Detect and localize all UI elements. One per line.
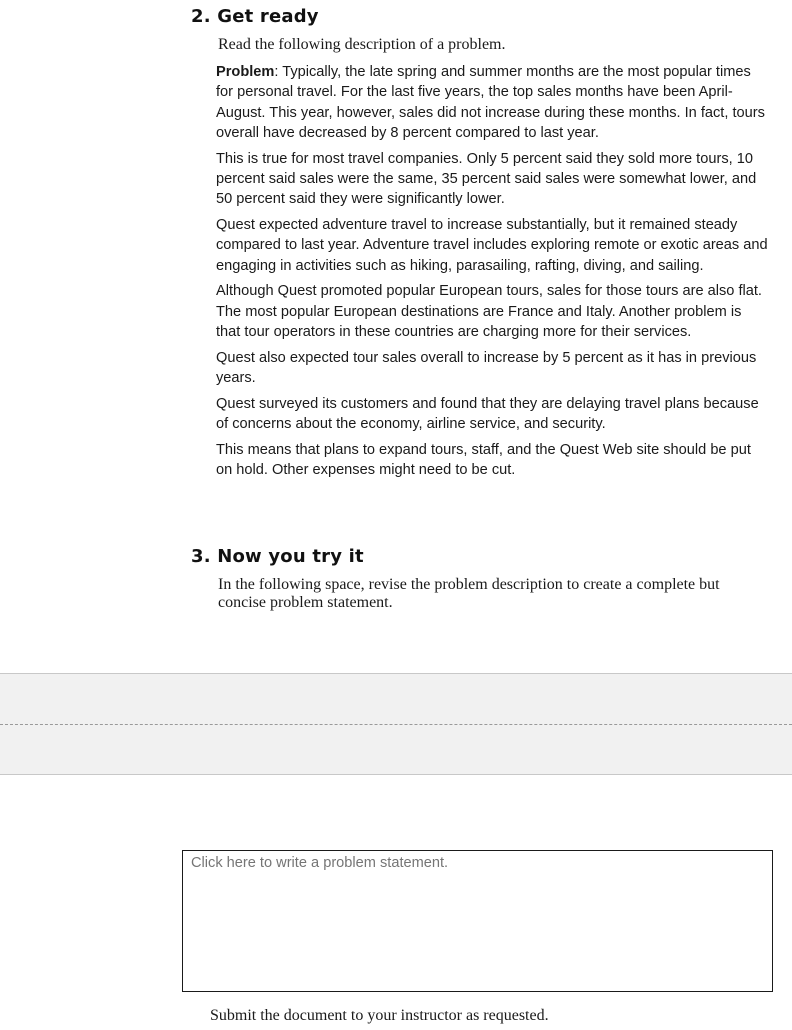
problem-paragraph-1-text: : Typically, the late spring and summer months are the most popular times for personal travel. For the last five years, the top sales months have been April-August. This year, however, sales did not increase during these months. In fact, tours overall have decreased by 8 percent compared to last year. bbox=[216, 64, 765, 141]
submit-note: Submit the document to your instructor as requested. bbox=[210, 1007, 549, 1024]
problem-description bbox=[216, 62, 768, 486]
section-heading-now-you-try-it: 3. Now you try it bbox=[191, 546, 364, 567]
problem-paragraph-7: This means that plans to expand tours, staff, and the Quest Web site should be put on hold. Other expenses might need to be cut. bbox=[216, 442, 751, 479]
problem-statement-input[interactable] bbox=[182, 850, 773, 992]
section-heading-get-ready: 2. Get ready bbox=[191, 6, 319, 27]
now-you-try-it-instructions: In the following space, revise the problem description to create a complete but concise problem statement. bbox=[218, 576, 720, 611]
page-break bbox=[0, 673, 792, 775]
problem-label: Problem bbox=[216, 64, 275, 80]
problem-paragraph-6: Quest surveyed its customers and found that they are delaying travel plans because of concerns about the economy, airline service, and security. bbox=[216, 395, 759, 433]
problem-paragraph-2: This is true for most travel companies. Only 5 percent said they sold more tours, 10 percent said sales were the same, 35 percent said sales were somewhat lower, and 50 percent said they were significantly lower. bbox=[216, 150, 757, 208]
problem-paragraph-1 bbox=[216, 62, 768, 143]
problem-paragraph-4: Although Quest promoted popular European tours, sales for those tours are also flat. The most popular European destinations are France and Italy. Another problem is that tour operators in these countries are charging more for their services. bbox=[216, 283, 762, 341]
page-break-line bbox=[0, 724, 792, 725]
problem-paragraph-3: Quest expected adventure travel to increase substantially, but it remained steady compared to last year. Adventure travel includes exploring remote or exotic areas and engaging in activities such as hiking, parasailing, rafting, diving, and sailing. bbox=[216, 217, 768, 274]
get-ready-intro: Read the following description of a problem. bbox=[218, 36, 506, 53]
problem-paragraph-5: Quest also expected tour sales overall to increase by 5 percent as it has in previous years. bbox=[216, 349, 757, 387]
